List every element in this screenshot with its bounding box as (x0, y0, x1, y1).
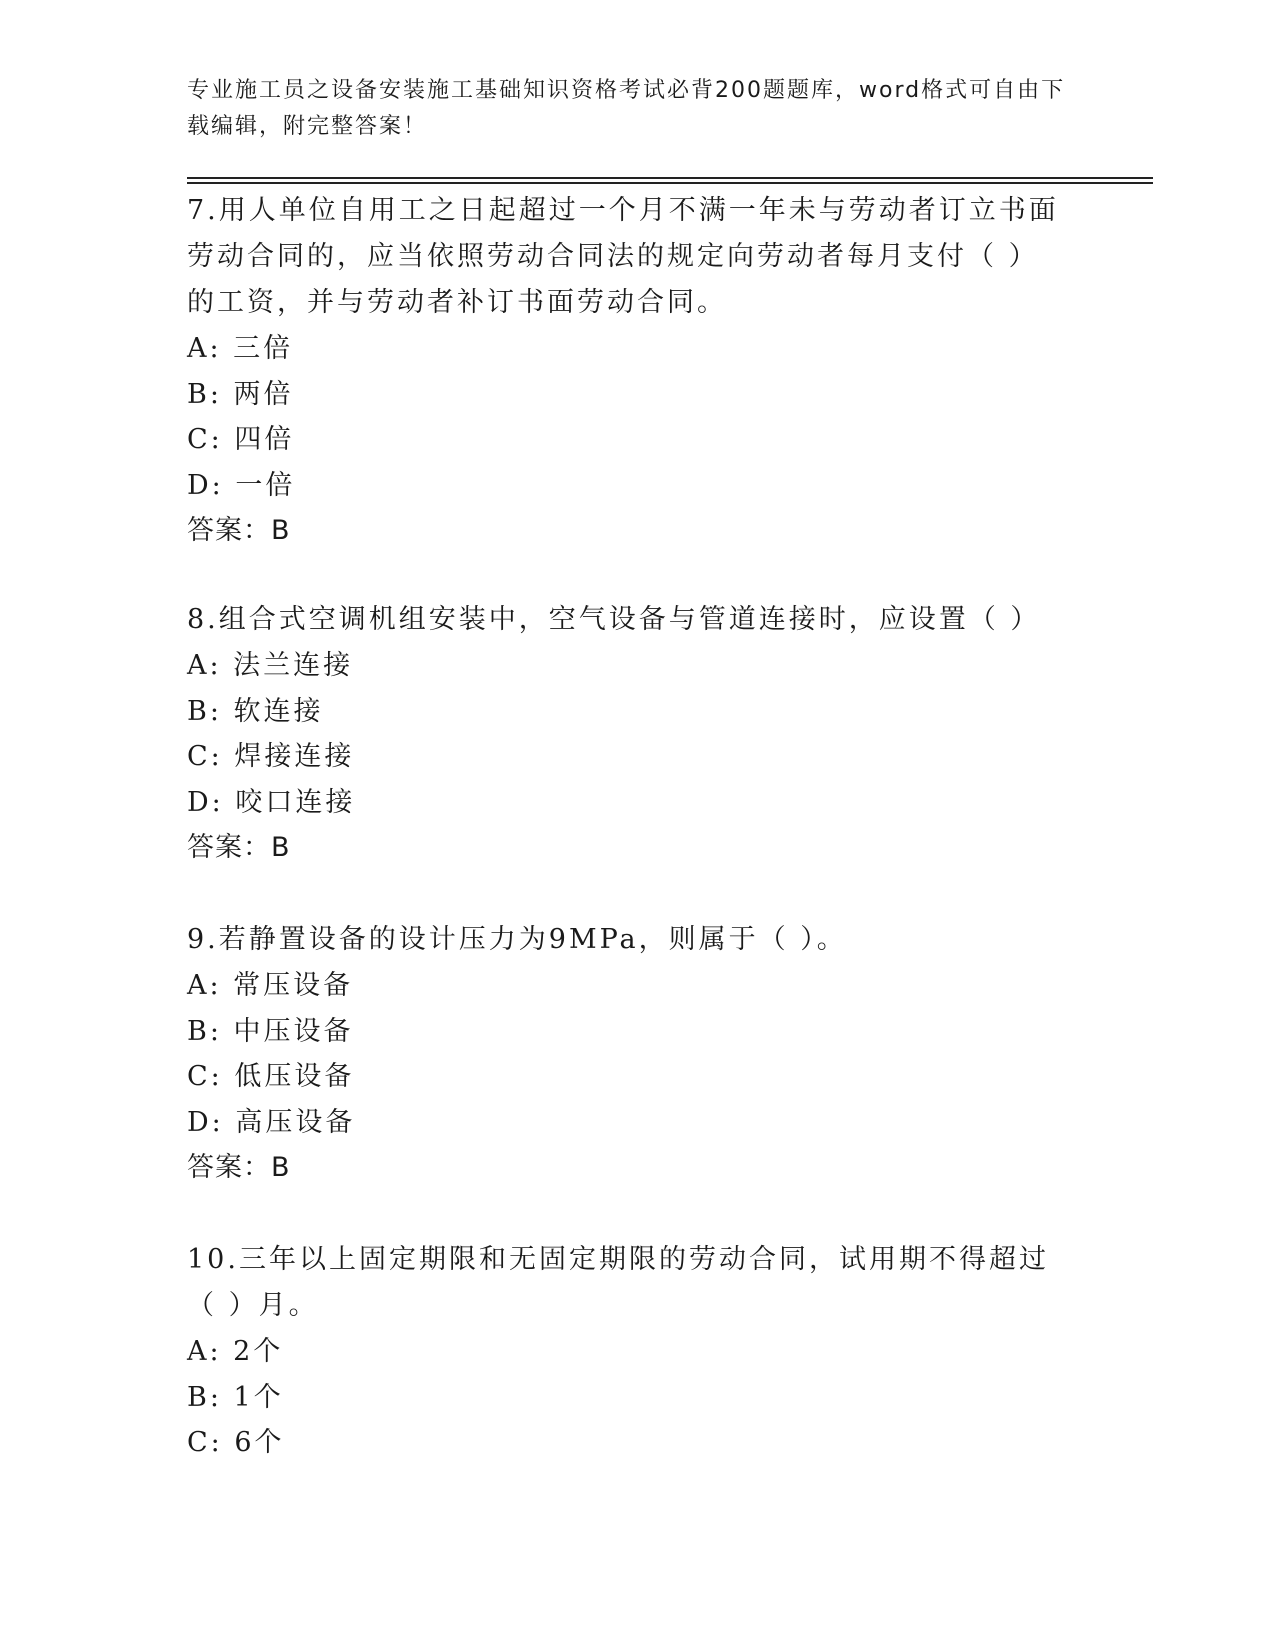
document-header: 专业施工员之设备安装施工基础知识资格考试必背200题题库，word格式可自由下载编辑，附完整答案！ (187, 78, 1066, 139)
question-stem: 9.若静置设备的设计压力为9MPa，则属于（ ）。 (187, 924, 847, 955)
option-a: A: 2个 (187, 1336, 284, 1367)
question-stem: 7.用人单位自用工之日起超过一个月不满一年未与劳动者订立书面劳动合同的，应当依照劳动合同法的规定向劳动者每月支付（ ）的工资，并与劳动者补订书面劳动合同。 (187, 195, 1059, 318)
option-a: A: 三倍 (187, 333, 294, 364)
option-c: C: 低压设备 (187, 1061, 355, 1092)
question-10 (187, 1237, 1067, 1466)
option-c: C: 6个 (187, 1427, 285, 1458)
header-divider-bottom (187, 182, 1153, 184)
option-d: D: 咬口连接 (187, 786, 356, 818)
option-d: D: 一倍 (187, 469, 296, 501)
option-c: C: 四倍 (187, 424, 295, 455)
question-stem: 10.三年以上固定期限和无固定期限的劳动合同，试用期不得超过（ ）月。 (187, 1244, 1049, 1321)
option-b: B: 两倍 (187, 378, 294, 410)
question-stem: 8.组合式空调机组安装中，空气设备与管道连接时，应设置（ ） (187, 604, 1041, 635)
option-d: D: 高压设备 (187, 1106, 356, 1138)
option-b: B: 1个 (187, 1381, 284, 1413)
question-9 (187, 917, 1067, 1191)
option-b: B: 中压设备 (187, 1015, 354, 1047)
question-8 (187, 597, 1067, 871)
header-divider-top (187, 177, 1153, 179)
option-c: C: 焊接连接 (187, 741, 355, 772)
question-7 (187, 188, 1067, 554)
option-a: A: 常压设备 (187, 970, 354, 1001)
option-b: B: 软连接 (187, 695, 324, 727)
answer: 答案：B (187, 515, 291, 546)
answer: 答案：B (187, 1152, 291, 1183)
option-a: A: 法兰连接 (187, 650, 354, 681)
answer: 答案：B (187, 832, 291, 863)
